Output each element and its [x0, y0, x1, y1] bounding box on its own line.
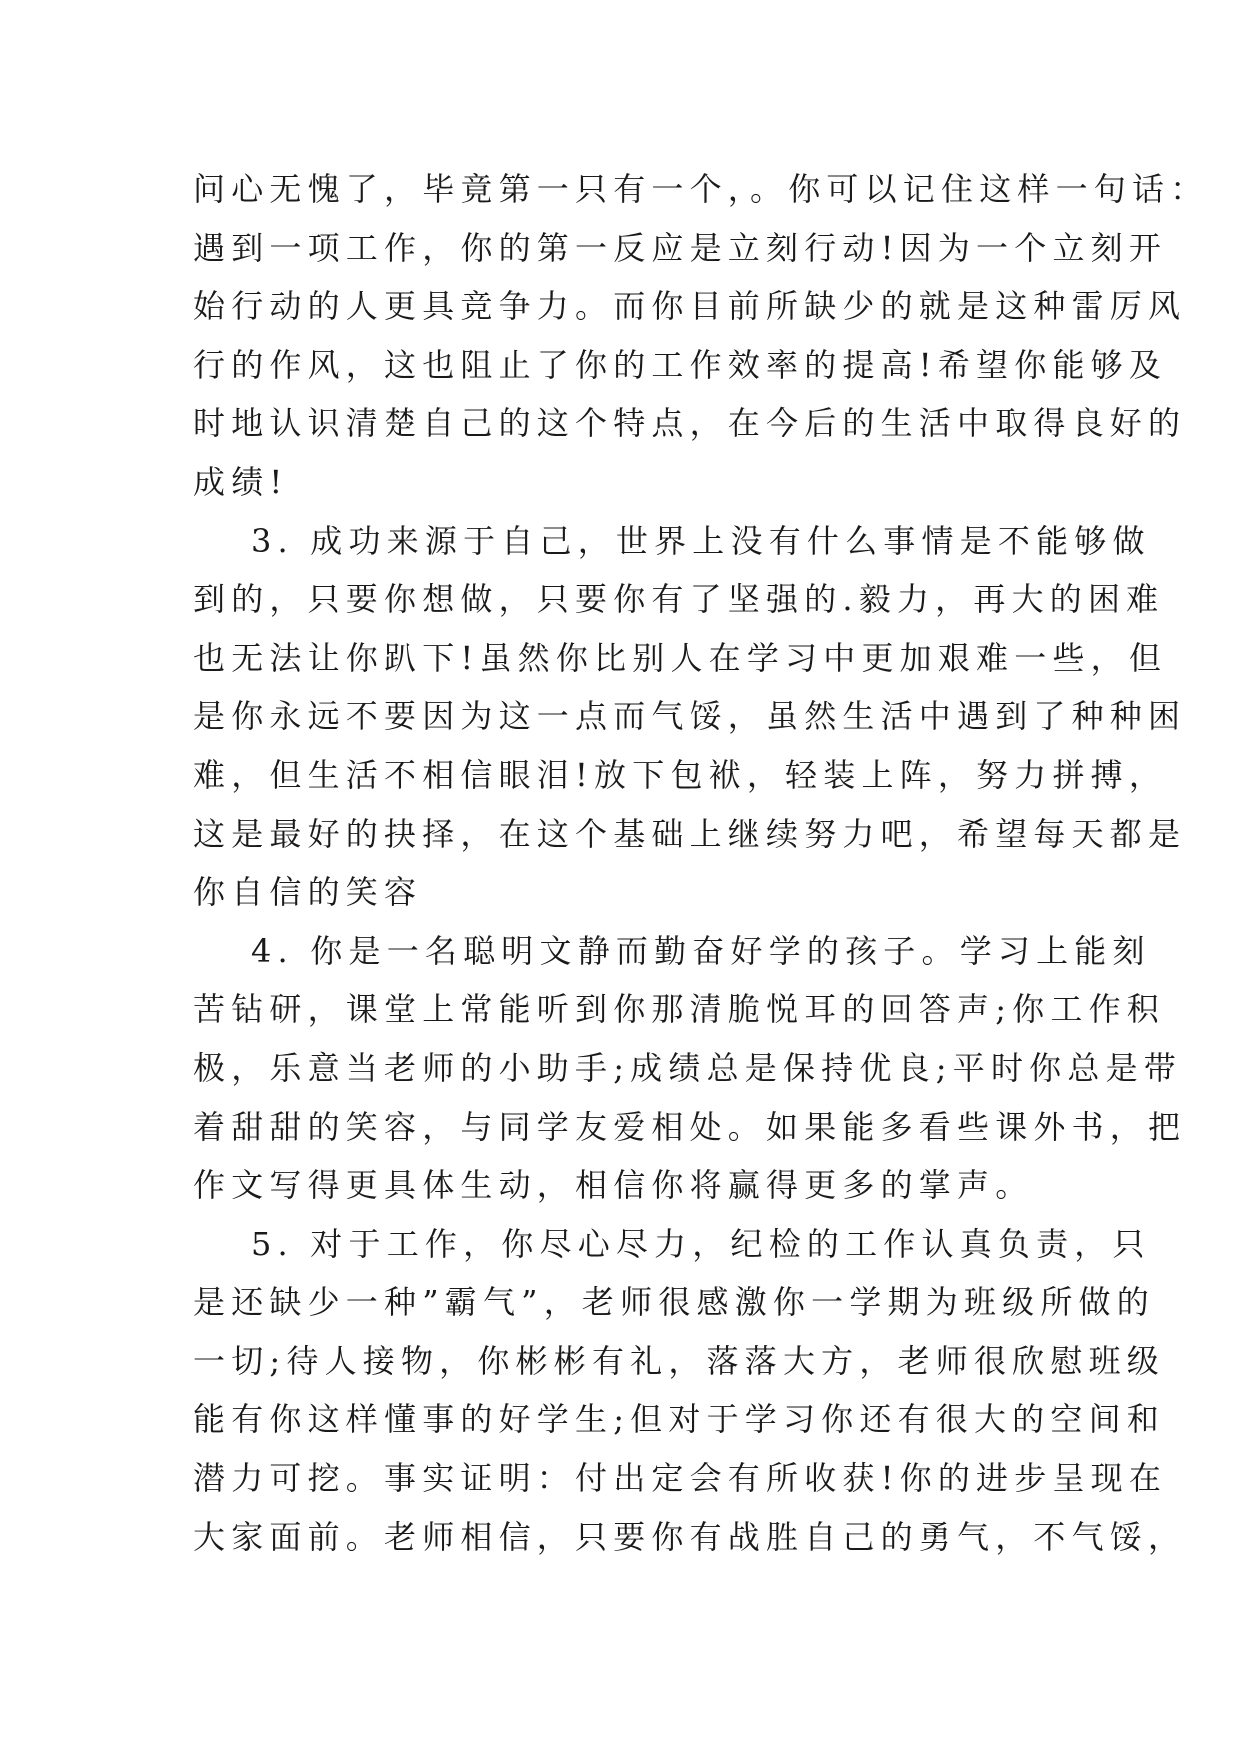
text-line: 极，乐意当老师的小助手;成绩总是保持优良;平时你总是带 [193, 1048, 1182, 1087]
text-line: 3. 成功来源于自己，世界上没有什么事情是不能够做 [251, 521, 1151, 560]
text-line: 是你永远不要因为这一点而气馁，虽然生活中遇到了种种困 [193, 697, 1187, 736]
text-line: 行的作风，这也阻止了你的工作效率的提高!希望你能够及 [193, 345, 1168, 384]
text-line: 也无法让你趴下!虽然你比别人在学习中更加艰难一些，但 [193, 638, 1168, 677]
text-line: 成绩! [193, 462, 289, 501]
text-line: 你自信的笑容 [193, 873, 423, 912]
text-line: 5. 对于工作，你尽心尽力，纪检的工作认真负责，只 [251, 1224, 1151, 1263]
text-line: 4. 你是一名聪明文静而勤奋好学的孩子。学习上能刻 [251, 931, 1151, 970]
text-line: 苦钻研，课堂上常能听到你那清脆悦耳的回答声;你工作积 [193, 990, 1165, 1029]
text-line: 时地认识清楚自己的这个特点，在今后的生活中取得良好的 [193, 404, 1187, 443]
text-line: 遇到一项工作，你的第一反应是立刻行动!因为一个立刻开 [193, 228, 1168, 267]
text-line: 到的，只要你想做，只要你有了坚强的.毅力，再大的困难 [193, 580, 1165, 619]
text-line: 一切;待人接物，你彬彬有礼，落落大方，老师很欣慰班级 [193, 1341, 1165, 1380]
text-line: 着甜甜的笑容，与同学友爱相处。如果能多看些课外书，把 [193, 1107, 1187, 1146]
text-line: 潜力可挖。事实证明：付出定会有所收获!你的进步呈现在 [193, 1459, 1168, 1498]
text-line: 始行动的人更具竞争力。而你目前所缺少的就是这种雷厉风 [193, 287, 1187, 326]
text-line: 难，但生活不相信眼泪!放下包袱，轻装上阵，努力拼搏， [193, 755, 1168, 794]
text-line: 能有你这样懂事的好学生;但对于学习你还有很大的空间和 [193, 1400, 1165, 1439]
text-line: 问心无愧了，毕竟第一只有一个，。你可以记住这样一句话： [193, 170, 1209, 208]
text-line: 是还缺少一种”霸气”，老师很感激你一学期为班级所做的 [193, 1283, 1155, 1322]
body-text [193, 160, 1209, 1566]
text-line: 大家面前。老师相信，只要你有战胜自己的勇气，不气馁， [193, 1517, 1187, 1556]
text-line: 作文写得更具体生动，相信你将赢得更多的掌声。 [193, 1166, 1034, 1205]
text-line: 这是最好的抉择，在这个基础上继续努力吧，希望每天都是 [193, 814, 1187, 853]
